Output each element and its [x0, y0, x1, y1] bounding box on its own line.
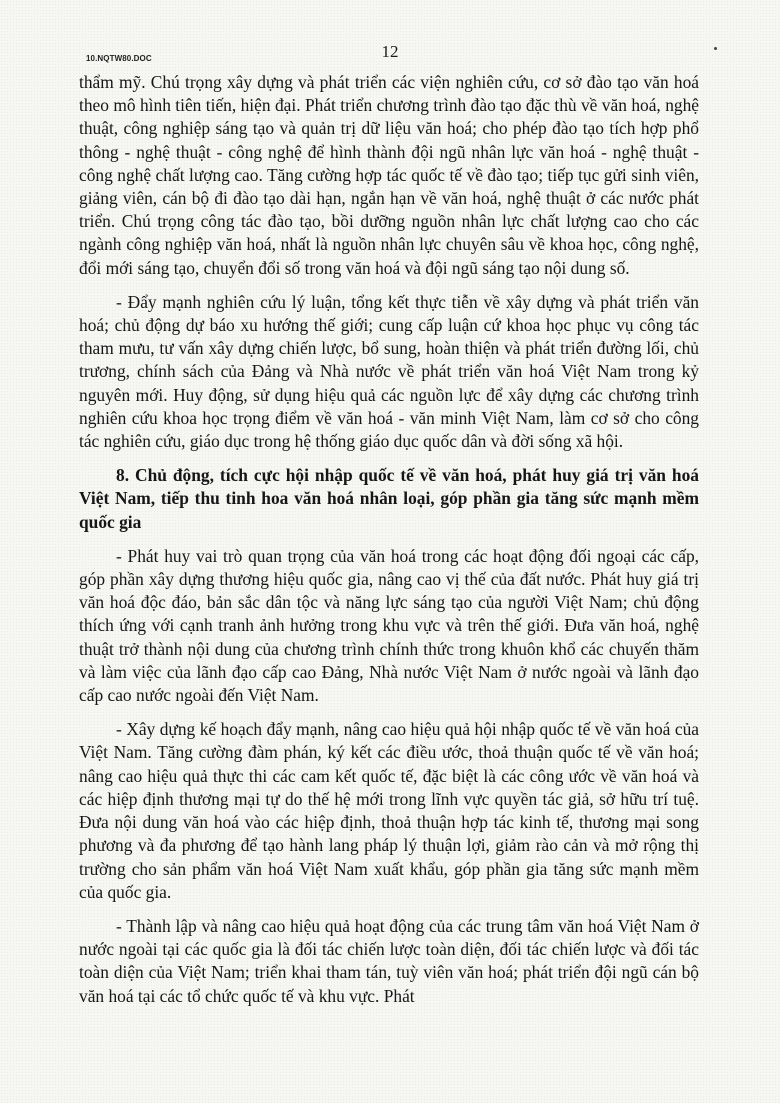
paragraph-continuation: thẩm mỹ. Chú trọng xây dựng và phát triển các viện nghiên cứu, cơ sở đào tạo văn hoá theo mô hình tiên tiến, hiện đại. Phát triển chương trình đào tạo đặc thù về văn hoá, nghệ thuật, công nghiệp sáng tạo và quản trị dữ liệu văn hoá; cho phép đào tạo tích hợp phổ thông - nghệ thuật - công nghệ để hình thành đội ngũ nhân lực văn hoá - nghệ thuật - công nghệ chất lượng cao. Tăng cường hợp tác quốc tế về đào tạo; tiếp tục gửi sinh viên, giảng viên, cán bộ đi đào tạo dài hạn, ngắn hạn về văn hoá, nghệ thuật ở các nước phát triển. Chú trọng công tác đào tạo, bồi dưỡng nguồn nhân lực chất lượng cao cho các ngành công nghiệp văn hoá, nhất là nguồn nhân lực chuyên sâu về khoa học, công nghệ, đổi mới sáng tạo, chuyển đổi số trong văn hoá và đội ngũ sáng tạo nội dung số.	[79, 72, 699, 278]
document-code: 10.NQTW80.DOC	[86, 54, 152, 63]
paragraph-foreign-affairs: - Phát huy vai trò quan trọng của văn hoá trong các hoạt động đối ngoại các cấp, góp phần xây dựng thương hiệu quốc gia, nâng cao vị thế của đất nước. Phát huy giá trị văn hoá độc đáo, bản sắc dân tộc và năng lực sáng tạo của người Việt Nam; chủ động thích ứng với cạnh tranh ảnh hưởng trong khu vực và trên thế giới. Đưa văn hoá, nghệ thuật trở thành nội dung của chương trình chính thức trong khuôn khổ các chuyến thăm và làm việc của lãnh đạo cấp cao Đảng, Nhà nước Việt Nam ở nước ngoài và lãnh đạo cấp cao nước ngoài đến Việt Nam.	[79, 545, 699, 706]
page-number: 12	[381, 42, 399, 61]
paragraph-research: - Đẩy mạnh nghiên cứu lý luận, tổng kết thực tiễn về xây dựng và phát triển văn hoá; chủ động dự báo xu hướng thế giới; cung cấp luận cứ khoa học phục vụ công tác tham mưu, tư vấn xây dựng chiến lược, bổ sung, hoàn thiện và phát triển đường lối, chủ trương, chính sách của Đảng và Nhà nước về phát triển văn hoá Việt Nam trong kỷ nguyên mới. Huy động, sử dụng hiệu quả các nguồn lực để xây dựng các chương trình nghiên cứu khoa học trọng điểm về văn hoá - văn minh Việt Nam, làm cơ sở cho công tác nghiên cứu, giáo dục trong hệ thống giáo dục quốc dân và đời sống xã hội.	[79, 291, 699, 452]
section-heading-8: 8. Chủ động, tích cực hội nhập quốc tế về văn hoá, phát huy giá trị văn hoá Việt Nam, tiếp thu tinh hoa văn hoá nhân loại, góp phần gia tăng sức mạnh mềm quốc gia	[79, 465, 699, 532]
document-body	[79, 71, 699, 1008]
paragraph-integration-plan: - Xây dựng kế hoạch đẩy mạnh, nâng cao hiệu quả hội nhập quốc tế về văn hoá của Việt Nam. Tăng cường đàm phán, ký kết các điều ước, thoả thuận quốc tế về văn hoá; nâng cao hiệu quả thực thi các cam kết quốc tế, đặc biệt là các công ước về văn hoá và các hiệp định thương mại tự do thế hệ mới trong lĩnh vực quyền tác giả, sở hữu trí tuệ. Đưa nội dung văn hoá vào các hiệp định, thoả thuận hợp tác kinh tế, thương mại song phương và đa phương để tạo hành lang pháp lý thuận lợi, giảm rào cản và mở rộng thị trường cho sản phẩm văn hoá Việt Nam xuất khẩu, góp phần gia tăng sức mạnh mềm của quốc gia.	[79, 719, 699, 902]
paragraph-cultural-centers: - Thành lập và nâng cao hiệu quả hoạt động của các trung tâm văn hoá Việt Nam ở nước ngoài tại các quốc gia là đối tác chiến lược toàn diện, đối tác chiến lược và đối tác toàn diện của Việt Nam; triển khai tham tán, tuỳ viên văn hoá; phát triển đội ngũ cán bộ văn hoá tại các tổ chức quốc tế và khu vực. Phát	[79, 915, 699, 1006]
scan-mark	[714, 47, 717, 50]
